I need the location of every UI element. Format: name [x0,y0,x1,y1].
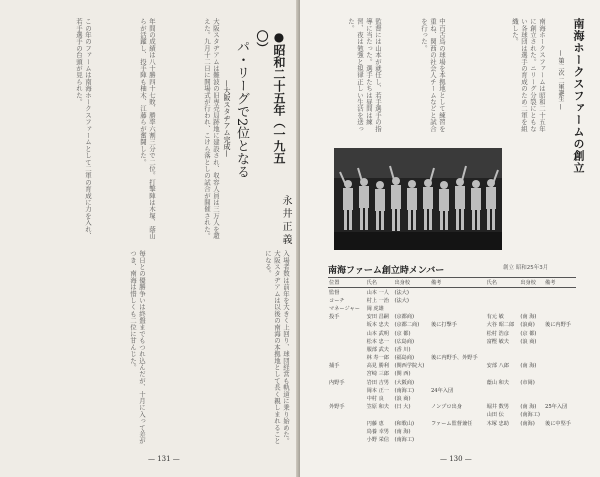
table-cell [328,427,366,435]
table-cell: (関西学院大) [394,363,425,370]
table-cell [544,313,576,321]
table-cell: 山田 伝 [486,412,504,419]
member-table-header-row [328,278,576,288]
table-cell: (南 海) [394,428,411,435]
table-cell: 後に内野手 [545,322,571,329]
table-cell: (京 都) [394,330,411,337]
table-cell: (京 都) [520,330,537,337]
table-cell [430,370,486,378]
member-table-title: 南海ファーム創立時メンバー [328,266,445,276]
table-cell [519,394,544,402]
member-table-header-cell: 氏名 [486,278,520,288]
table-cell: 富樫 敏夫 [486,338,509,345]
member-table [328,277,576,444]
table-cell: (市岡) [520,379,535,386]
table-cell: 松本 忠一 [366,338,389,345]
table-cell: (和歌山) [394,420,415,427]
table-cell: (日 大) [394,404,411,411]
table-cell [430,296,486,304]
table-cell [430,394,486,402]
table-cell [544,394,576,402]
table-cell [328,411,366,419]
table-row [328,435,576,443]
table-row [328,394,576,402]
table-cell [519,427,544,435]
table-row [328,313,576,321]
table-row [328,321,576,329]
table-cell: 投手 [329,314,340,321]
table-cell [519,370,544,378]
table-cell: 後に内野手、外野手 [430,355,478,362]
team-photo [334,148,502,250]
section-year-title: ●昭和二十五年（一九五〇） [255,30,286,164]
right-page-number: — 130 — [440,455,472,463]
table-cell [519,345,544,353]
table-cell: (南 海) [520,363,537,370]
table-cell: (浪商) [520,322,535,329]
member-table-header-cell: 備考 [544,278,576,288]
table-cell: 宮崎 三郎 [366,371,389,378]
table-row [328,296,576,304]
table-cell: 安部 八郎 [486,363,509,370]
table-cell [486,345,520,353]
table-cell [393,411,430,419]
table-row [328,354,576,362]
member-table-header-cell: 氏名 [366,278,394,288]
table-cell: (南海工) [520,412,540,419]
table-cell [393,304,430,312]
table-cell [486,394,520,402]
table-cell: (京都商) [394,314,415,321]
table-cell: 後に打撃手 [430,322,457,329]
table-row [328,345,576,353]
table-cell: 木塚 忠助 [486,420,509,427]
member-table-body [328,288,576,444]
member-table-header-cell: 出身校 [519,278,544,288]
table-cell: 堀井 数男 [486,404,509,411]
table-cell [328,337,366,345]
table-cell [519,288,544,297]
table-cell [544,435,576,443]
left-upper-text-col-2: 年間の成績は八十勝四十七敗、勝率六割三分で二位。打撃陣は木塚、蔭山らが活躍し、投手陣も柚木、江藤らが奮闘した。 [139,18,156,240]
table-cell: 捕手 [329,363,340,370]
section-heading: パ・リーグで2位となる [234,40,249,179]
table-cell: (南海) [520,420,535,427]
table-cell: (京都二商) [394,322,420,329]
table-cell [328,354,366,362]
table-cell [486,288,520,297]
table-cell: ファーム監督兼任 [430,420,473,427]
table-cell [486,427,520,435]
table-cell [519,354,544,362]
member-table-header-cell: 出身校 [393,278,430,288]
table-cell [486,354,520,362]
table-cell [328,394,366,402]
table-cell [544,411,576,419]
table-row [328,304,576,312]
table-cell: (大阪商) [394,379,415,386]
table-cell [544,354,576,362]
table-cell: 岡本 正一 [366,387,389,394]
table-cell [430,345,486,353]
table-cell [486,435,520,443]
table-cell: (福島商) [394,355,415,362]
table-cell [486,386,520,394]
table-cell: (関 西) [394,371,411,378]
table-cell [544,296,576,304]
table-cell: 外野手 [329,404,345,411]
table-cell: 岩田 吉男 [366,379,389,386]
right-upper-text-col-2: 中百舌鳥の球場を本拠地として練習を重ね、関西の社会人チームなどと試合を行った。 [420,18,446,132]
table-cell [544,345,576,353]
table-cell [544,337,576,345]
table-cell [430,362,486,370]
table-cell: (法大) [394,297,409,304]
member-table-date: 創立 昭和25年3月 [503,265,549,271]
table-cell [430,378,486,386]
right-upper-text-col-3: 監督には山本が就任し、若手選手の指導に当たった。選手たちは昼間は練習、夜は勉強と規律正しい生活を送った。 [347,18,382,132]
table-cell: マネージャー [329,305,360,312]
left-lower-text-col-1: 毎日との優勝争いは終盤までもつれ込んだが、十月に入って差がつき、南海は惜しくも二位に甘んじた。 [129,250,146,445]
table-cell [544,370,576,378]
table-cell: 中村 良 [366,396,384,403]
right-upper-text-col-1: 南海ホークスファームは昭和二十五年に創立された。ニリーグ分裂にともない各球団は選手の育成のため二軍を組織した。 [511,18,546,132]
table-row [328,329,576,337]
table-cell [544,386,576,394]
table-row [328,403,576,411]
table-cell: 高見 勝利 [366,363,389,370]
left-page-number: — 131 — [148,455,180,463]
table-cell: 有元 敏 [486,314,504,321]
table-cell: 円藤 恵 [366,420,384,427]
table-cell: 安田 昌嗣 [366,314,389,321]
table-cell: 岡 虎雄 [366,305,384,312]
table-cell: 服部 武夫 [366,346,389,353]
table-cell: (広島商) [394,338,415,345]
table-cell: ノンプロ出身 [430,404,462,411]
table-cell: 監督 [329,289,340,296]
table-cell [328,321,366,329]
author-name: 永井正義 [280,195,291,247]
table-cell [544,378,576,386]
table-cell [486,304,520,312]
table-row [328,386,576,394]
table-cell [430,313,486,321]
table-cell: 後に中堅手 [545,420,571,427]
table-row [328,411,576,419]
table-row [328,370,576,378]
table-cell [519,435,544,443]
table-cell [486,370,520,378]
table-cell [544,362,576,370]
table-row [328,337,576,345]
table-cell [328,345,366,353]
table-cell: (浪 商) [394,396,411,403]
table-cell [430,329,486,337]
left-lower-text-col-2: 入場者数は前年を大きく上回り、球団経営も軌道に乗り始めた。大阪スタヂアムは以後の南海の本拠地として長く親しまれることになる。 [264,250,290,445]
table-cell: (南海工) [394,387,415,394]
table-cell [544,427,576,435]
table-cell: 村上 一治 [366,297,389,304]
article-title: 南海ホークスファームの創立 [572,18,585,174]
table-cell [544,304,576,312]
table-cell: 内野手 [329,379,345,386]
table-cell [544,329,576,337]
table-cell [430,427,486,435]
table-cell [430,435,486,443]
table-row [328,362,576,370]
table-cell: (浪 商) [520,338,537,345]
member-table-header-cell: 備考 [430,278,486,288]
table-cell [430,288,486,297]
table-cell [519,386,544,394]
table-cell: 小野 栄信 [366,436,389,443]
table-cell [430,337,486,345]
table-cell [519,296,544,304]
table-cell [328,329,366,337]
table-cell [430,304,486,312]
table-cell: (法大) [394,289,409,296]
table-cell: 山本 武明 [366,330,389,337]
table-row [328,427,576,435]
table-cell: 25年入団 [545,404,568,411]
table-cell: 蔭山 和夫 [486,379,509,386]
table-cell: コーチ [329,297,345,304]
table-cell [328,386,366,394]
table-cell [544,288,576,297]
table-cell: 松村 浩彦 [486,330,509,337]
member-table-header-cell: 位置 [328,278,366,288]
table-cell: 山本 一人 [366,289,389,296]
table-cell [519,304,544,312]
table-cell: (南海工) [394,436,415,443]
table-cell [328,370,366,378]
table-cell [430,411,486,419]
section-subheading: —大阪スタヂアム完成— [223,80,231,157]
table-cell: 林 寿一郎 [366,355,389,362]
table-row [328,378,576,386]
table-cell: 大谷 昭二郎 [486,322,515,329]
table-cell: (香 川) [394,346,411,353]
table-cell: (南 海) [520,404,537,411]
table-cell [486,296,520,304]
table-cell [366,411,394,419]
table-cell: 24年入団 [430,387,454,394]
article-subtitle: — 第二次 二軍誕生 — [557,50,564,110]
table-cell [328,435,366,443]
table-cell: 鳥養 幸男 [366,428,389,435]
left-upper-text-col-3: 大阪スタヂアムは難波の旧専売局跡地に建設され、収容人員は三万人を超えた。九月十二日に開場式が行われ、こけら落としの試合が開催された。 [203,18,220,240]
left-upper-text-col-1: この年のファームは南海ホークスファームとして二軍の育成に力を入れ、若手選手の台頭が見られた。 [75,18,92,240]
table-cell: (南 海) [520,314,537,321]
right-page [300,0,600,477]
table-cell: 笠原 和夫 [366,404,389,411]
table-row [328,419,576,427]
table-cell: 坂本 忠夫 [366,322,389,329]
table-row [328,288,576,297]
table-cell [328,419,366,427]
